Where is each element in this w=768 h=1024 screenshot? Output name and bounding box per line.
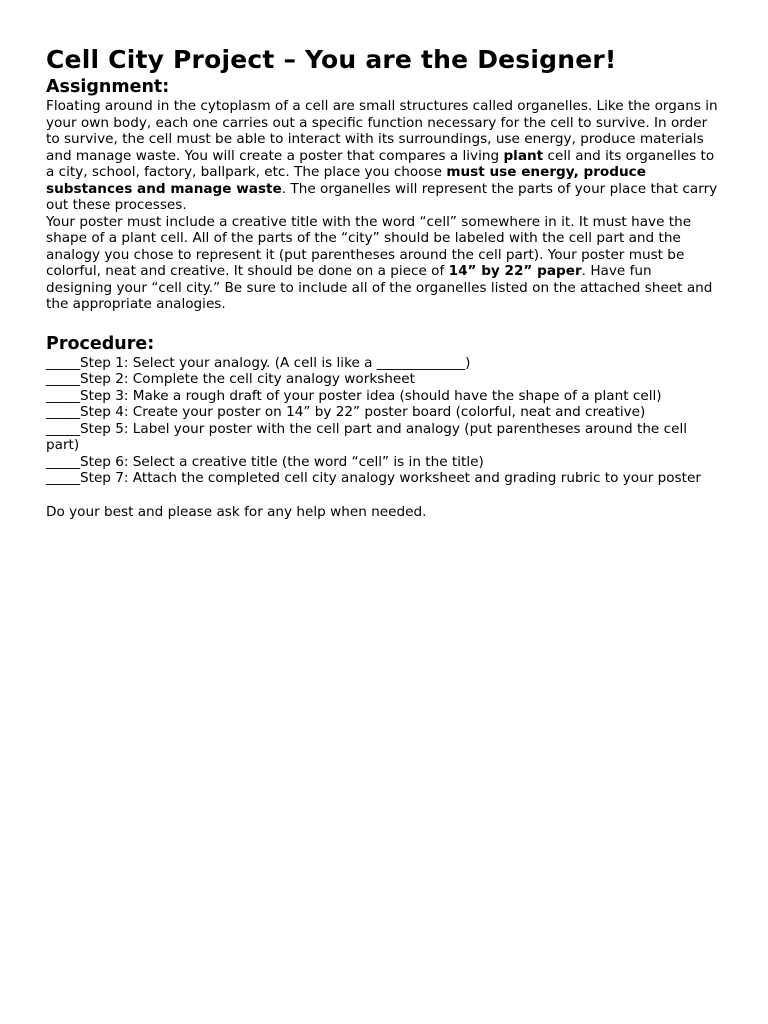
checkbox-blank: _____ [46,404,80,420]
step-item [46,421,718,454]
step-text: Step 1: Select your analogy. (A cell is like a _____________) [79,354,471,371]
page-title: Cell City Project – You are the Designer! [46,45,617,74]
spacer [46,313,718,333]
checkbox-blank: _____ [46,354,80,371]
procedure-heading: Procedure: [46,333,155,354]
step-text: Step 7: Attach the completed cell city analogy worksheet and grading rubric to your poster [79,470,701,486]
checkbox-blank: _____ [46,387,80,404]
step-item [46,371,718,388]
assignment-paragraph-2 [46,214,718,313]
step-item [46,454,718,471]
closing-note: Do your best and please ask for any help when needed. [46,503,427,520]
step-text: Step 4: Create your poster on 14” by 22” poster board (colorful, neat and creative) [79,404,646,420]
checkbox-blank: _____ [46,371,80,387]
checkbox-blank: _____ [46,453,80,470]
assignment-heading: Assignment: [46,77,170,97]
text-run: Floating around in the cytoplasm of a cell are small structures called organelles. Like the organs in your own body, each one carries out a specific function necessary for the cell to survive. In order to survive, the cell must be able to interact with its surroundings, use energy, produce materials and manage waste. You will create a poster that compares a living [46,98,718,164]
checkbox-blank: _____ [46,470,80,486]
bold-text-run: must use energy, produce substances and manage waste [46,164,646,197]
text-run: . The organelles will represent the parts of your place that carry out these processes. [46,180,718,213]
step-text: Step 2: Complete the cell city analogy worksheet [79,371,415,387]
text-run: Your poster must include a creative title with the word “cell” somewhere in it. It must have the shape of a plant cell. All of the parts of the “city” should be labeled with the cell part and the analogy you chose to represent it (put parentheses around the cell part). Your poster must be colorful, neat and creative. It should be done on a piece of [46,213,692,279]
assignment-paragraph-1 [46,98,718,214]
document-page [46,44,718,520]
bold-text-run: plant [503,147,544,164]
step-text: Step 6: Select a creative title (the word “cell” is in the title) [79,453,484,470]
step-item [46,470,718,487]
step-text: Step 3: Make a rough draft of your poster idea (should have the shape of a plant cell) [79,387,662,404]
spacer [46,487,718,504]
text-run: cell and its organelles to a city, school, factory, ballpark, etc. The place you choose [46,147,715,180]
text-run: . Have fun designing your “cell city.” Be sure to include all of the organelles listed on the attached sheet and the appropriate analogies. [46,263,713,312]
step-text: Step 5: Label your poster with the cell part and analogy (put parentheses around the cell part) [46,420,688,453]
step-item [46,388,718,405]
step-item [46,404,718,421]
step-item [46,355,718,372]
checkbox-blank: _____ [46,420,80,437]
bold-text-run: 14” by 22” paper [448,263,582,279]
procedure-steps-list [46,355,718,487]
